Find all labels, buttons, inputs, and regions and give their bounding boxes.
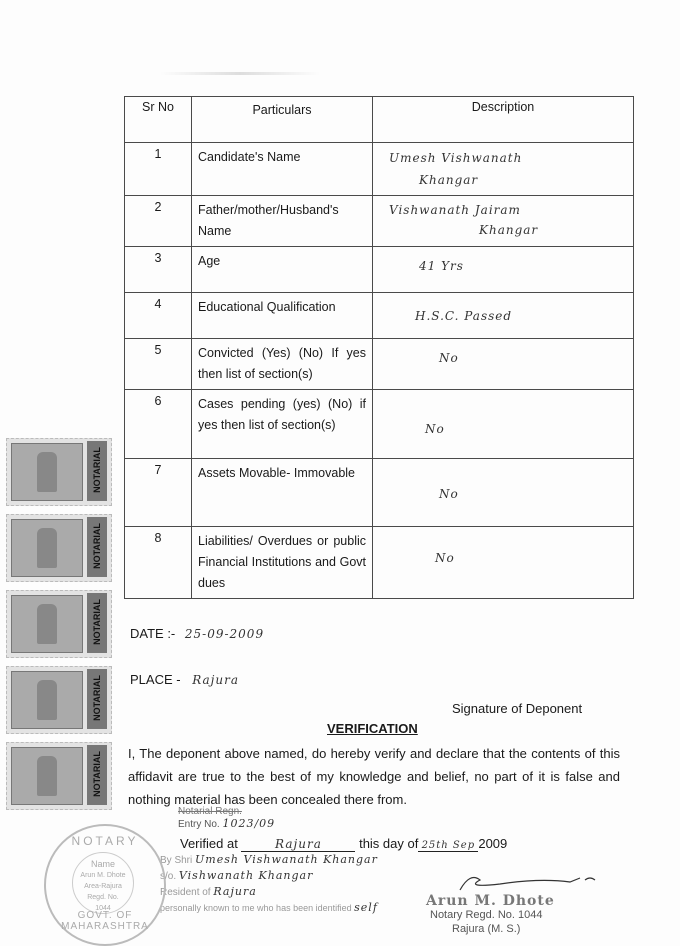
stamp-label: NOTARIAL bbox=[92, 675, 102, 721]
signature-of-deponent: Signature of Deponent bbox=[452, 701, 583, 716]
description bbox=[373, 196, 634, 247]
description bbox=[373, 143, 634, 196]
handwritten-value: Khangar bbox=[479, 223, 539, 237]
verified-label: Verified at bbox=[180, 836, 238, 851]
table-row bbox=[125, 459, 634, 527]
verified-year: 2009 bbox=[478, 836, 508, 851]
verified-day: 25th Sep bbox=[418, 840, 478, 852]
sr-no: 5 bbox=[125, 339, 192, 390]
seal-center bbox=[72, 852, 134, 914]
sr-no: 6 bbox=[125, 390, 192, 459]
place-label: PLACE - bbox=[130, 672, 181, 687]
row-value: Rajura bbox=[213, 885, 257, 898]
seal-name: Arun M. Dhote bbox=[80, 872, 126, 879]
description bbox=[373, 527, 634, 599]
handwritten-value: H.S.C. Passed bbox=[415, 309, 513, 323]
seal-top-text: NOTARY bbox=[71, 834, 139, 848]
handwritten-value: Umesh Vishwanath bbox=[389, 151, 523, 165]
table-row bbox=[125, 196, 634, 247]
verification-title: VERIFICATION bbox=[327, 721, 418, 736]
table-row bbox=[125, 390, 634, 459]
row-value: Vishwanath Khangar bbox=[178, 869, 314, 882]
date-line bbox=[130, 626, 264, 641]
row-label: Resident of bbox=[160, 887, 211, 898]
notary-identification bbox=[160, 852, 378, 916]
sr-no: 4 bbox=[125, 293, 192, 339]
emblem-icon bbox=[11, 595, 83, 653]
notary-reg-number: Notary Regd. No. 1044 bbox=[430, 909, 543, 921]
handwritten-value: No bbox=[435, 551, 455, 565]
notary-name: Arun M. Dhote bbox=[426, 893, 555, 909]
entry-label: Entry No. bbox=[178, 819, 220, 830]
verified-place: Rajura bbox=[241, 837, 355, 852]
verification-body: I, The deponent above named, do hereby verify and declare that the contents of this affidavit are true to the best of my knowledge and belief, no part of it is false and nothing material has been concealed there from. bbox=[128, 746, 620, 807]
notarial-stamp bbox=[6, 514, 112, 582]
seal-regd: Regd. No. bbox=[87, 894, 119, 901]
table-row bbox=[125, 143, 634, 196]
seal-no: 1044 bbox=[95, 905, 111, 912]
entry-number bbox=[178, 806, 275, 830]
particular: Candidate's Name bbox=[192, 143, 373, 196]
particular: Educational Qualification bbox=[192, 293, 373, 339]
row-label: personally known to me who has been identified bbox=[160, 903, 352, 913]
notary-row bbox=[160, 900, 378, 916]
header-description: Description bbox=[373, 97, 634, 143]
date-label: DATE :- bbox=[130, 626, 176, 641]
sr-no: 7 bbox=[125, 459, 192, 527]
seal-name-label: Name bbox=[90, 859, 115, 869]
seal-bottom-text: GOVT. OF MAHARASHTRA bbox=[61, 910, 149, 932]
notarial-stamp bbox=[6, 438, 112, 506]
table-row bbox=[125, 339, 634, 390]
stamp-label: NOTARIAL bbox=[92, 447, 102, 493]
entry-strike-label: Notarial Regn. bbox=[178, 806, 242, 817]
particular: Liabilities/ Overdues or public Financial Institutions and Govt dues bbox=[192, 527, 373, 599]
particular: Age bbox=[192, 247, 373, 293]
header-particulars: Particulars bbox=[192, 97, 373, 143]
affidavit-table bbox=[124, 96, 634, 599]
notarial-stamp bbox=[6, 742, 112, 810]
sr-no: 8 bbox=[125, 527, 192, 599]
stamp-label: NOTARIAL bbox=[92, 523, 102, 569]
row-label: By Shri bbox=[160, 855, 193, 866]
handwritten-value: Vishwanath Jairam bbox=[389, 203, 521, 217]
stamp-label: NOTARIAL bbox=[92, 599, 102, 645]
notarial-stamp bbox=[6, 590, 112, 658]
emblem-icon bbox=[11, 443, 83, 501]
sr-no: 1 bbox=[125, 143, 192, 196]
seal-area: Area-Rajura bbox=[84, 883, 122, 890]
row-label: s/o. bbox=[160, 871, 177, 882]
row-value: self bbox=[354, 901, 378, 914]
particular: Father/mother/Husband's Name bbox=[192, 196, 373, 247]
day-label: this day of bbox=[359, 836, 419, 851]
table-row bbox=[125, 527, 634, 599]
header-sr-no: Sr No bbox=[125, 97, 192, 143]
place-value: Rajura bbox=[192, 673, 240, 687]
emblem-icon bbox=[11, 747, 83, 805]
place-line bbox=[130, 672, 239, 687]
stamp-label: NOTARIAL bbox=[92, 751, 102, 797]
handwritten-value: No bbox=[439, 351, 459, 365]
particular: Assets Movable- Immovable bbox=[192, 459, 373, 527]
notary-seal bbox=[44, 824, 166, 946]
notary-row bbox=[160, 884, 378, 900]
notary-row bbox=[160, 868, 378, 884]
date-value: 25-09-2009 bbox=[184, 627, 265, 641]
sr-no: 3 bbox=[125, 247, 192, 293]
description bbox=[373, 339, 634, 390]
handwritten-value: No bbox=[425, 422, 445, 436]
description bbox=[373, 390, 634, 459]
particular: Convicted (Yes) (No) If yes then list of section(s) bbox=[192, 339, 373, 390]
faint-header-mark bbox=[160, 72, 320, 75]
notary-row bbox=[160, 852, 378, 868]
notary-place: Rajura (M. S.) bbox=[452, 923, 521, 935]
particular: Cases pending (yes) (No) if yes then list of section(s) bbox=[192, 390, 373, 459]
sr-no: 2 bbox=[125, 196, 192, 247]
notarial-stamps bbox=[6, 438, 116, 818]
notary-signature bbox=[440, 870, 600, 892]
table-row bbox=[125, 293, 634, 339]
description bbox=[373, 459, 634, 527]
table-row bbox=[125, 247, 634, 293]
handwritten-value: Khangar bbox=[419, 173, 479, 187]
verified-line bbox=[180, 836, 507, 852]
handwritten-value: No bbox=[439, 487, 459, 501]
description bbox=[373, 293, 634, 339]
row-value: Umesh Vishwanath Khangar bbox=[195, 853, 378, 866]
table-header-row bbox=[125, 97, 634, 143]
notarial-stamp bbox=[6, 666, 112, 734]
handwritten-value: 41 Yrs bbox=[419, 259, 464, 273]
description bbox=[373, 247, 634, 293]
entry-value: 1023/09 bbox=[222, 817, 276, 830]
emblem-icon bbox=[11, 519, 83, 577]
emblem-icon bbox=[11, 671, 83, 729]
